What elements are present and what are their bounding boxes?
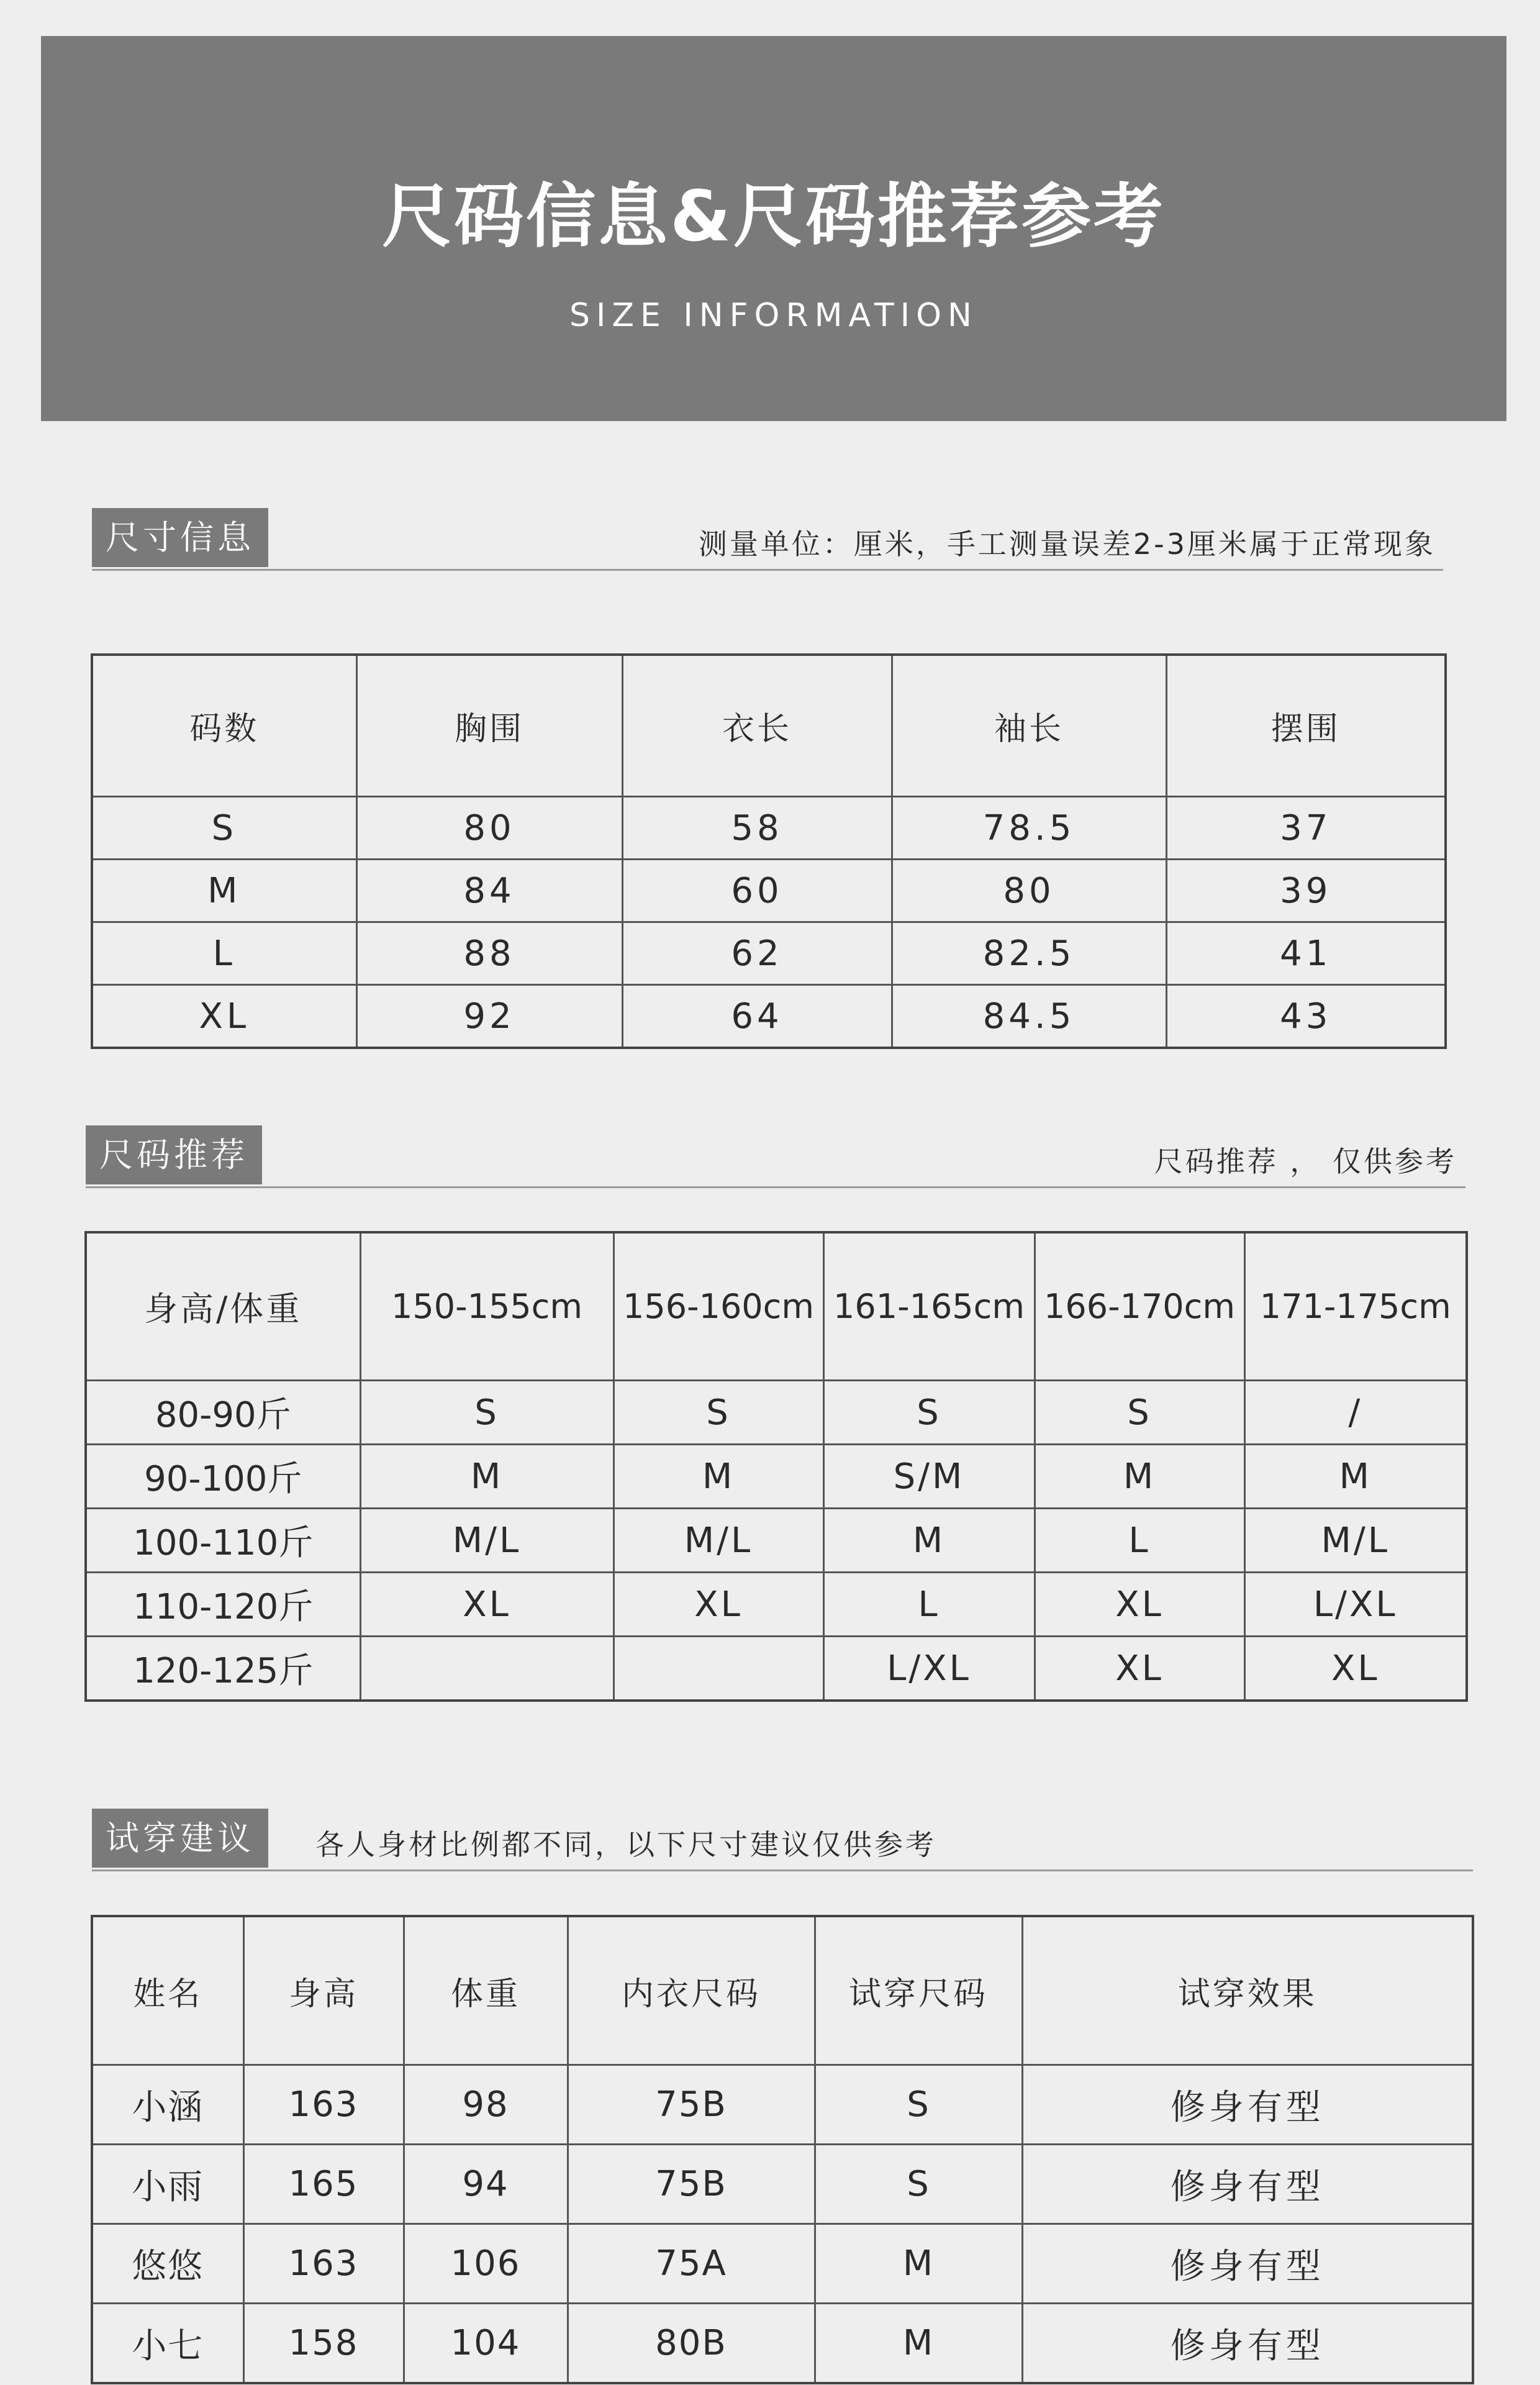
column-header: 试穿尺码 xyxy=(815,1916,1022,2065)
column-header: 166-170cm xyxy=(1035,1232,1244,1381)
table-cell: 75B xyxy=(568,2145,815,2224)
table-cell: 75B xyxy=(568,2065,815,2145)
table-cell: 90-100斤 xyxy=(86,1445,360,1509)
table-cell: 98 xyxy=(404,2065,568,2145)
column-header: 体重 xyxy=(404,1916,568,2065)
section-header-size-recommend xyxy=(86,1125,1465,1184)
header-banner xyxy=(41,36,1506,421)
table-row xyxy=(86,1573,1467,1637)
section-header-try-on xyxy=(92,1809,1473,1868)
table-row xyxy=(86,1381,1467,1445)
table-cell: S xyxy=(815,2065,1022,2145)
table-cell: 163 xyxy=(243,2065,404,2145)
table-row xyxy=(92,985,1446,1048)
section-header-size-info xyxy=(92,508,1443,567)
table-cell: 小七 xyxy=(92,2304,243,2384)
table-cell: 修身有型 xyxy=(1022,2304,1473,2384)
table-cell: 92 xyxy=(356,985,622,1048)
table-cell: 64 xyxy=(622,985,892,1048)
table-cell: S xyxy=(614,1381,823,1445)
table-cell: M xyxy=(614,1445,823,1509)
table-cell: 110-120斤 xyxy=(86,1573,360,1637)
table-cell: S xyxy=(92,797,356,860)
table-row xyxy=(92,2224,1473,2304)
column-header: 姓名 xyxy=(92,1916,243,2065)
table-cell: 39 xyxy=(1166,860,1446,922)
section-tag: 尺码推荐 xyxy=(86,1125,262,1184)
table-cell: XL xyxy=(1035,1637,1244,1701)
section-tag: 尺寸信息 xyxy=(92,508,268,567)
size-info-table xyxy=(91,653,1447,1049)
table-cell: XL xyxy=(1244,1637,1467,1701)
section-note: 各人身材比例都不同，以下尺寸建议仅供参考 xyxy=(315,1828,936,1861)
table-cell: 120-125斤 xyxy=(86,1637,360,1701)
column-header: 身高 xyxy=(243,1916,404,2065)
column-header: 150-155cm xyxy=(360,1232,614,1381)
table-cell: 37 xyxy=(1166,797,1446,860)
table-cell: 165 xyxy=(243,2145,404,2224)
section-divider xyxy=(92,569,1443,571)
table-cell: 修身有型 xyxy=(1022,2065,1473,2145)
table-cell: 100-110斤 xyxy=(86,1509,360,1573)
table-cell: 80 xyxy=(356,797,622,860)
table-cell: L/XL xyxy=(1244,1573,1467,1637)
table-cell: 82.5 xyxy=(892,922,1166,985)
column-header: 161-165cm xyxy=(823,1232,1035,1381)
table-header-row xyxy=(92,1916,1473,2065)
table-row xyxy=(92,797,1446,860)
table-cell: S xyxy=(815,2145,1022,2224)
table-cell: M xyxy=(815,2304,1022,2384)
table-cell: 60 xyxy=(622,860,892,922)
table-cell: 88 xyxy=(356,922,622,985)
table-cell: 163 xyxy=(243,2224,404,2304)
column-header: 内衣尺码 xyxy=(568,1916,815,2065)
table-cell: L xyxy=(1035,1509,1244,1573)
table-cell: L xyxy=(92,922,356,985)
table-cell: 修身有型 xyxy=(1022,2145,1473,2224)
table-cell: 悠悠 xyxy=(92,2224,243,2304)
table-cell: 小雨 xyxy=(92,2145,243,2224)
table-cell: 43 xyxy=(1166,985,1446,1048)
table-cell: 80-90斤 xyxy=(86,1381,360,1445)
table-cell: 84.5 xyxy=(892,985,1166,1048)
table-row xyxy=(92,2304,1473,2384)
table-row xyxy=(86,1445,1467,1509)
table-row xyxy=(92,860,1446,922)
try-on-table xyxy=(91,1915,1474,2384)
table-row xyxy=(86,1509,1467,1573)
table-header-row xyxy=(86,1232,1467,1381)
table-cell xyxy=(360,1637,614,1701)
table-cell: 75A xyxy=(568,2224,815,2304)
table-cell: S/M xyxy=(823,1445,1035,1509)
table-cell: XL xyxy=(360,1573,614,1637)
table-cell: M/L xyxy=(614,1509,823,1573)
table-cell: 62 xyxy=(622,922,892,985)
table-cell: 80B xyxy=(568,2304,815,2384)
table-cell: M/L xyxy=(1244,1509,1467,1573)
table-cell: M xyxy=(360,1445,614,1509)
column-header: 171-175cm xyxy=(1244,1232,1467,1381)
table-cell: 104 xyxy=(404,2304,568,2384)
table-cell: S xyxy=(360,1381,614,1445)
table-row xyxy=(86,1637,1467,1701)
table-cell: M xyxy=(823,1509,1035,1573)
table-cell: 78.5 xyxy=(892,797,1166,860)
table-cell: 106 xyxy=(404,2224,568,2304)
table-cell: XL xyxy=(614,1573,823,1637)
table-cell: XL xyxy=(1035,1573,1244,1637)
table-cell: M xyxy=(815,2224,1022,2304)
table-header-row xyxy=(92,655,1446,797)
table-cell: 80 xyxy=(892,860,1166,922)
column-header: 码数 xyxy=(92,655,356,797)
column-header: 胸围 xyxy=(356,655,622,797)
table-cell: 158 xyxy=(243,2304,404,2384)
table-row xyxy=(92,2065,1473,2145)
table-cell: / xyxy=(1244,1381,1467,1445)
table-cell: M xyxy=(1035,1445,1244,1509)
table-cell: S xyxy=(1035,1381,1244,1445)
section-note: 测量单位：厘米，手工测量误差2-3厘米属于正常现象 xyxy=(698,527,1436,561)
table-cell: 84 xyxy=(356,860,622,922)
column-header: 身高/体重 xyxy=(86,1232,360,1381)
column-header: 摆围 xyxy=(1166,655,1446,797)
section-tag: 试穿建议 xyxy=(92,1809,268,1868)
page-title: 尺码信息&尺码推荐参考 xyxy=(382,176,1166,257)
table-cell: XL xyxy=(92,985,356,1048)
table-cell: S xyxy=(823,1381,1035,1445)
page-subtitle: SIZE INFORMATION xyxy=(569,297,978,334)
table-cell: L xyxy=(823,1573,1035,1637)
table-cell: M xyxy=(92,860,356,922)
table-cell: 58 xyxy=(622,797,892,860)
table-cell: M xyxy=(1244,1445,1467,1509)
section-divider xyxy=(86,1186,1465,1188)
size-recommend-table xyxy=(84,1231,1468,1702)
table-cell: 41 xyxy=(1166,922,1446,985)
table-cell: M/L xyxy=(360,1509,614,1573)
column-header: 衣长 xyxy=(622,655,892,797)
table-cell: 修身有型 xyxy=(1022,2224,1473,2304)
table-cell: 94 xyxy=(404,2145,568,2224)
column-header: 试穿效果 xyxy=(1022,1916,1473,2065)
column-header: 袖长 xyxy=(892,655,1166,797)
table-row xyxy=(92,2145,1473,2224)
table-cell: L/XL xyxy=(823,1637,1035,1701)
section-note: 尺码推荐 ， 仅供参考 xyxy=(1154,1145,1457,1178)
column-header: 156-160cm xyxy=(614,1232,823,1381)
table-cell: 小涵 xyxy=(92,2065,243,2145)
table-cell xyxy=(614,1637,823,1701)
section-divider xyxy=(92,1869,1473,1871)
table-row xyxy=(92,922,1446,985)
